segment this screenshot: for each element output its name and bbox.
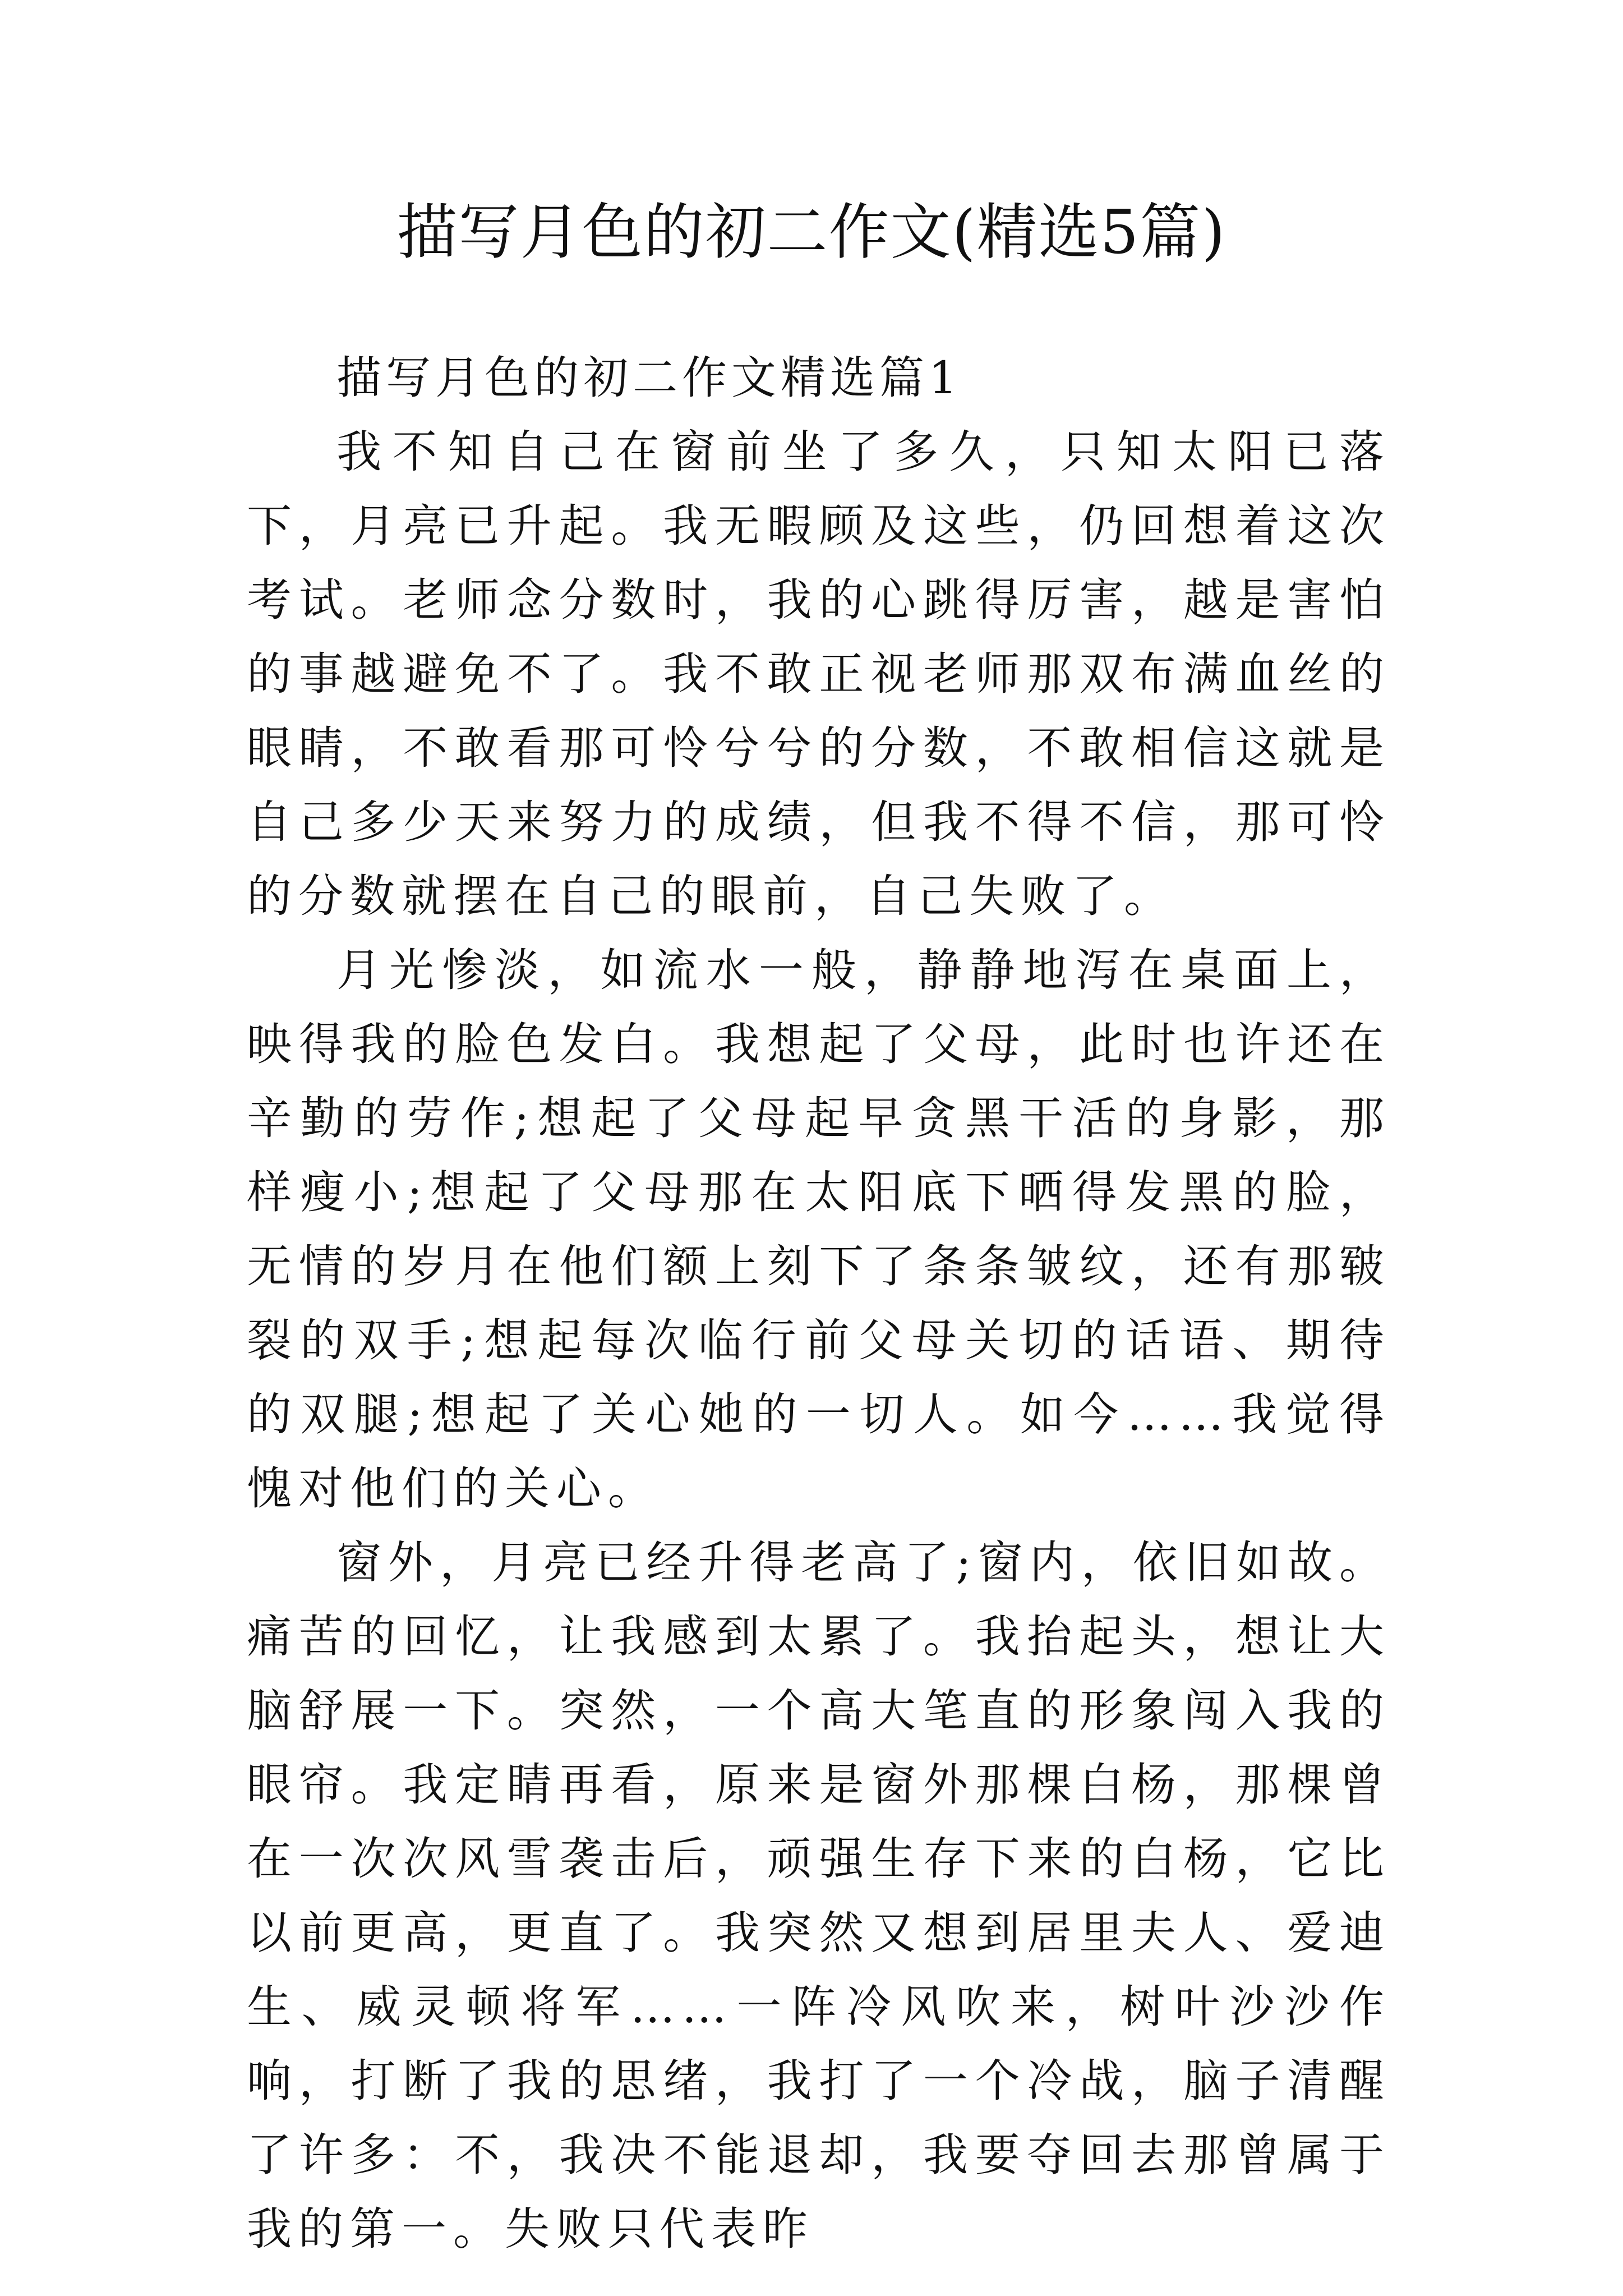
paragraph-2: 月光惨淡，如流水一般，静静地泻在桌面上，映得我的脸色发白。我想起了父母，此时也许还在辛勤的劳作;想起了父母起早贪黑干活的身影，那样瘦小;想起了父母那在太阳底下晒得发黑的脸，无情的岁月在他们额上刻下了条条皱纹，还有那皲裂的双手;想起每次临行前父母关切的话语、期待的双腿;想起了关心她的一切人。如今……我觉得愧对他们的关心。: [247, 944, 1391, 1515]
document-title: 描写月色的初二作文(精选5篇): [396, 197, 1227, 268]
document-body: [247, 341, 1391, 2266]
paragraph-1: 我不知自己在窗前坐了多久，只知太阳已落下，月亮已升起。我无暇顾及这些，仍回想着这次考试。老师念分数时，我的心跳得厉害，越是害怕的事越避免不了。我不敢正视老师那双布满血丝的眼睛，不敢看那可怜兮兮的分数，不敢相信这就是自己多少天来努力的成绩，但我不得不信，那可怜的分数就摆在自己的眼前，自己失败了。: [247, 426, 1391, 922]
section-heading: 描写月色的初二作文精选篇1: [336, 352, 962, 404]
paragraph-3: 窗外，月亮已经升得老高了;窗内，依旧如故。痛苦的回忆，让我感到太累了。我抬起头，想让大脑舒展一下。突然，一个高大笔直的形象闯入我的眼帘。我定睛再看，原来是窗外那棵白杨，那棵曾在一次次风雪袭击后，顽强生存下来的白杨，它比以前更高，更直了。我突然又想到居里夫人、爱迪生、威灵顿将军……一阵冷风吹来，树叶沙沙作响，打断了我的思绪，我打了一个冷战，脑子清醒了许多：不，我决不能退却，我要夺回去那曾属于我的第一。失败只代表昨: [247, 1536, 1391, 2255]
